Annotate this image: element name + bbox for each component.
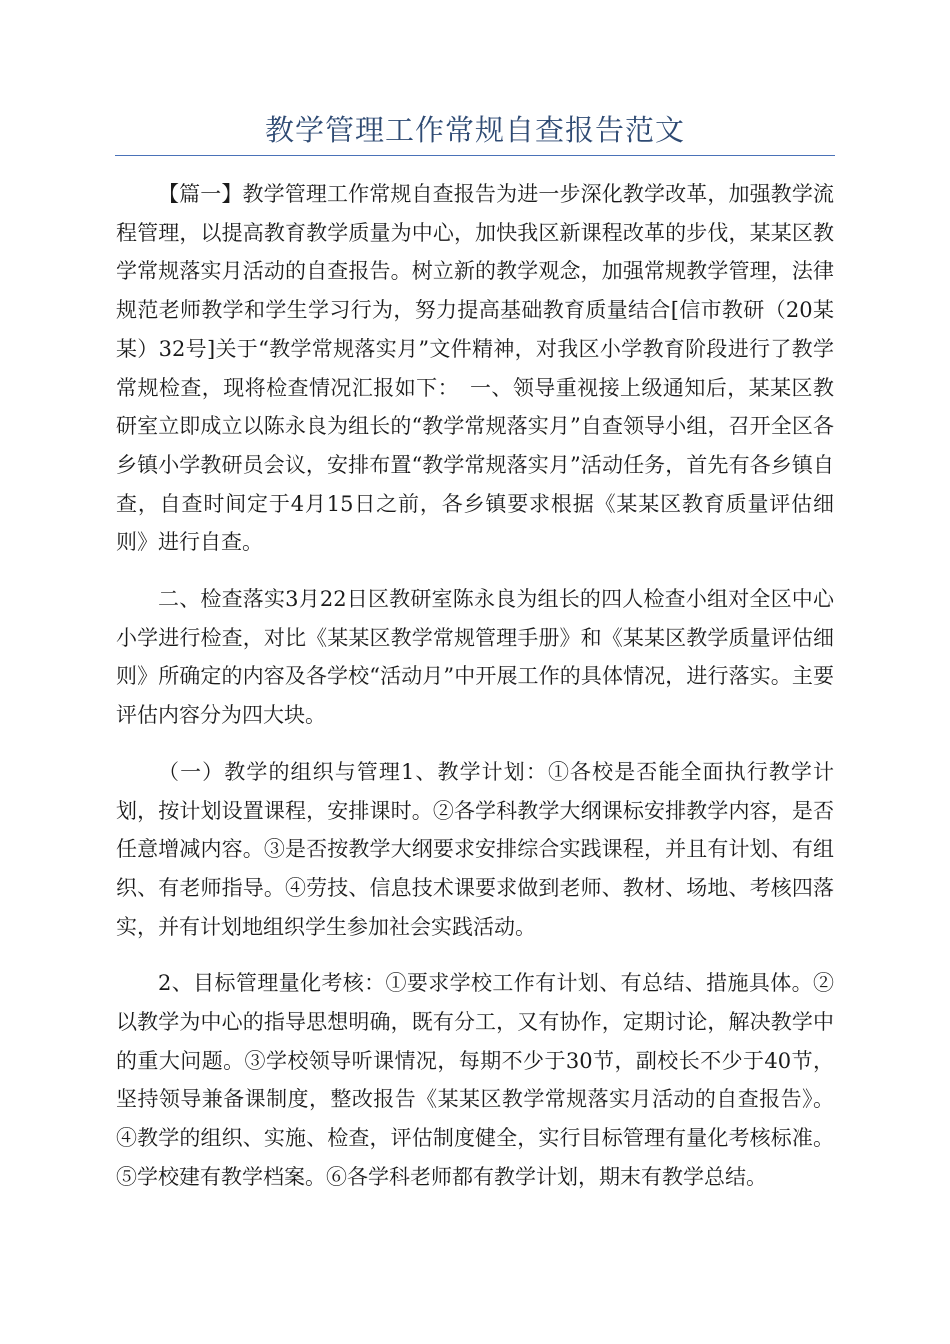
- title-underline: [115, 155, 835, 156]
- paragraph-3: （一）教学的组织与管理1、教学计划：①各校是否能全面执行教学计划，按计划设置课程，安排课时。②各学科教学大纲课标安排教学内容，是否任意增减内容。③是否按教学大纲要求安排综合实践课程，并且有计划、有组织、有老师指导。④劳技、信息技术课要求做到老师、教材、场地、考核四落实，并有计划地组织学生参加社会实践活动。: [116, 759, 834, 939]
- document-title: 教学管理工作常规自查报告范文: [264, 113, 685, 147]
- document-body: [116, 175, 834, 1215]
- paragraph-4: 2、目标管理量化考核：①要求学校工作有计划、有总结、措施具体。②以教学为中心的指导思想明确，既有分工，又有协作，定期讨论，解决教学中的重大问题。③学校领导听课情况，每期不少于30节，副校长不少于40节，坚持领导兼备课制度，整改报告《某某区教学常规落实月活动的自查报告》。④教学的组织、实施、检查，评估制度健全，实行目标管理有量化考核标准。⑤学校建有教学档案。⑥各学科老师都有教学计划，期末有教学总结。: [116, 971, 834, 1189]
- paragraph-2: 二、检查落实3月22日区教研室陈永良为组长的四人检查小组对全区中心小学进行检查，对比《某某区教学常规管理手册》和《某某区教学质量评估细则》所确定的内容及各学校“活动月”中开展工作的具体情况，进行落实。主要评估内容分为四大块。: [116, 587, 834, 728]
- paragraph-1: 【篇一】教学管理工作常规自查报告为进一步深化教学改革，加强教学流程管理，以提高教育教学质量为中心，加快我区新课程改革的步伐，某某区教学常规落实月活动的自查报告。树立新的教学观念，加强常规教学管理，法律规范老师教学和学生学习行为，努力提高基础教育质量结合[信市教研（20某某）32号]关于“教学常规落实月”文件精神，对我区小学教育阶段进行了教学常规检查，现将检查情况汇报如下： 一、领导重视接上级通知后，某某区教研室立即成立以陈永良为组长的“教学常规落实月”自查领导小组，召开全区各乡镇小学教研员会议，安排布置“教学常规落实月”活动任务，首先有各乡镇自查，自查时间定于4月15日之前，各乡镇要求根据《某某区教育质量评估细则》进行自查。: [116, 182, 834, 555]
